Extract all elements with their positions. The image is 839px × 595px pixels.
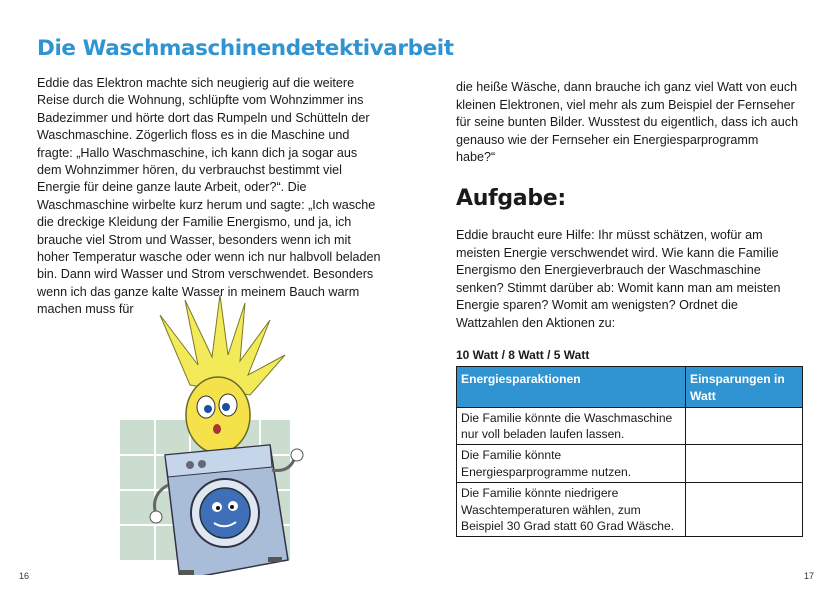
task-text: Eddie braucht eure Hilfe: Ihr müsst schätzen, wofür am meisten Energie verschwendet wird. Wie kann die Familie Energismo den Energieverbrauch der Waschmaschine senken? Stimmt darüber ab: Womit kann man am meisten Energie sparen? Womit am wenigsten? Ordnet die Wattzahlen den Aktionen zu: — [456, 228, 781, 330]
page-title: Die Waschmaschinendetektivarbeit — [37, 36, 454, 61]
column-header-actions: Energiesparaktionen — [457, 367, 686, 408]
page-number: 17 — [804, 571, 815, 581]
savings-table — [456, 366, 803, 537]
table-header-row — [457, 367, 803, 408]
savings-input-cell[interactable] — [686, 407, 803, 445]
table-row — [457, 407, 803, 445]
table-row — [457, 482, 803, 536]
savings-input-cell[interactable] — [686, 445, 803, 483]
story-continued-text: die heiße Wäsche, dann brauche ich ganz viel Watt von euch kleinen Elektronen, viel mehr als zum Beispiel der Fernseher für seine bunten Bilder. Wusstest du eigentlich, dass ich auch genauso wie der Fernseher ein Energiesparprogramm habe?“ — [456, 80, 799, 165]
story-paragraph: Eddie das Elektron machte sich neugierig auf die weitere Reise durch die Wohnung, schlüpfte vom Wohnzimmer ins Badezimmer und hörte dort das Rumpeln und Schütteln der Waschmaschine. Zögerlich floss es in die Maschine und fragte: „Hallo Waschmaschine, ich kann dich ja sogar aus dem Wohnzimmer hören, du verbrauchst bestimmt viel Energie für deine ganze laute Arbeit, oder?“. Die Waschmaschine wirbelte kurz herum und sagte: „Ich wasche die dreckige Kleidung der Familie Energismo, und ja, ich brauche viel Strom und Wasser, besonders wenn ich mit hoher Temperatur wasche oder wenn ich nur halbvoll beladen bin. Dann wird Wasser und Strom verschwendet. Besonders wenn ich das ganze kalte Wasser in meinem Bauch warm machen muss für — [37, 76, 381, 317]
page-number: 16 — [19, 571, 30, 581]
table-row — [457, 445, 803, 483]
action-cell: Die Familie könnte Energiesparprogramme nutzen. — [457, 445, 686, 483]
story-text — [37, 75, 382, 319]
savings-input-cell[interactable] — [686, 482, 803, 536]
action-cell: Die Familie könnte die Waschmaschine nur voll beladen laufen lassen. — [457, 407, 686, 445]
washing-machine — [165, 445, 288, 575]
eddie-electron-washing-machine-illustration — [120, 295, 320, 575]
electron-body — [186, 377, 250, 453]
task-heading: Aufgabe: — [456, 186, 566, 211]
action-cell: Die Familie könnte niedrigere Waschtemperaturen wählen, zum Beispiel 30 Grad statt 60 Grad Wäsche. — [457, 482, 686, 536]
watt-options: 10 Watt / 8 Watt / 5 Watt — [456, 348, 590, 362]
column-header-savings: Einsparungen in Watt — [686, 367, 803, 408]
